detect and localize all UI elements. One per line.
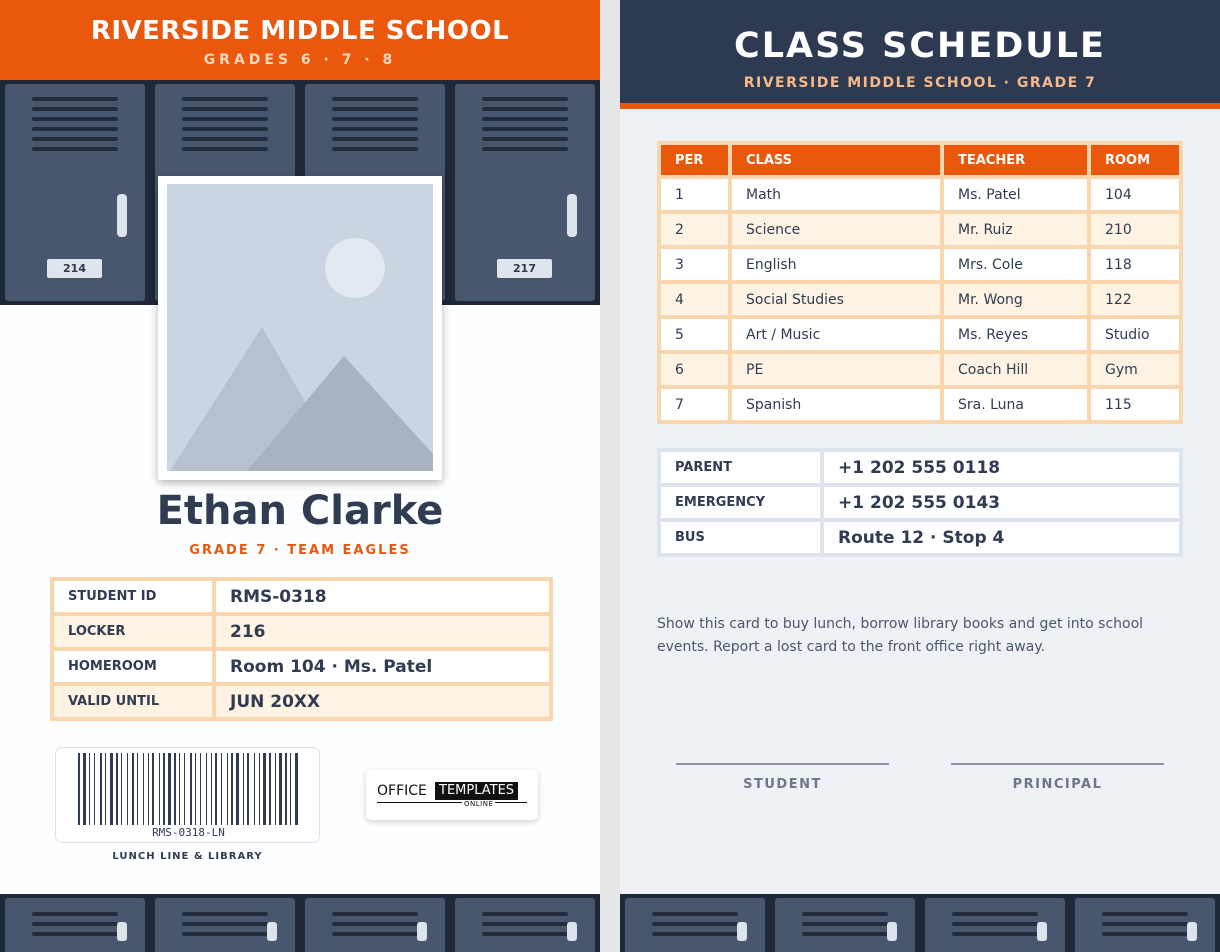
table-row	[659, 247, 1181, 282]
barcode	[55, 747, 320, 843]
class-cell: Social Studies	[730, 282, 942, 317]
period-cell: 5	[659, 317, 730, 352]
class-schedule-table	[657, 141, 1183, 424]
table-row	[52, 614, 551, 649]
table-header-row	[659, 143, 1181, 177]
teacher-cell: Mr. Wong	[942, 282, 1089, 317]
table-row	[659, 317, 1181, 352]
info-value: JUN 20XX	[214, 684, 551, 719]
class-cell: English	[730, 247, 942, 282]
front-header	[0, 0, 600, 80]
back-header	[620, 0, 1220, 109]
period-cell: 1	[659, 177, 730, 212]
contact-value: Route 12 · Stop 4	[822, 520, 1181, 555]
column-header: ROOM	[1089, 143, 1181, 177]
info-label: STUDENT ID	[52, 579, 214, 614]
bottom-locker-band	[0, 894, 600, 952]
locker	[455, 84, 595, 301]
contact-label: EMERGENCY	[659, 485, 822, 520]
room-cell: 115	[1089, 387, 1181, 422]
column-header: CLASS	[730, 143, 942, 177]
info-label: LOCKER	[52, 614, 214, 649]
contact-value: +1 202 555 0143	[822, 485, 1181, 520]
room-cell: 210	[1089, 212, 1181, 247]
logo-word: TEMPLATES	[435, 782, 518, 800]
info-value: RMS-0318	[214, 579, 551, 614]
student-signature-label: STUDENT	[743, 777, 822, 792]
locker-handle	[567, 194, 577, 237]
teacher-cell: Mr. Ruiz	[942, 212, 1089, 247]
grades-line: GRADES 6 · 7 · 8	[203, 52, 397, 68]
grade-team: GRADE 7 · TEAM EAGLES	[189, 543, 411, 558]
locker-handle	[117, 194, 127, 237]
table-row	[659, 177, 1181, 212]
school-name: RIVERSIDE MIDDLE SCHOOL	[90, 16, 510, 46]
student-photo	[158, 176, 442, 480]
table-row	[52, 684, 551, 719]
room-cell: Studio	[1089, 317, 1181, 352]
contact-label: PARENT	[659, 450, 822, 485]
teacher-cell: Ms. Reyes	[942, 317, 1089, 352]
contact-value: +1 202 555 0118	[822, 450, 1181, 485]
teacher-cell: Ms. Patel	[942, 177, 1089, 212]
room-cell: 122	[1089, 282, 1181, 317]
column-header: PER	[659, 143, 730, 177]
period-cell: 4	[659, 282, 730, 317]
barcode-icon	[78, 753, 299, 825]
table-row	[52, 649, 551, 684]
logo-word: OFFICE	[377, 783, 427, 799]
room-cell: 104	[1089, 177, 1181, 212]
class-cell: PE	[730, 352, 942, 387]
schedule-subtitle: RIVERSIDE MIDDLE SCHOOL · GRADE 7	[743, 75, 1097, 91]
room-cell: Gym	[1089, 352, 1181, 387]
table-row	[659, 450, 1181, 485]
barcode-number: RMS-0318-LN	[152, 826, 225, 839]
student-signature-line	[676, 763, 889, 765]
teacher-cell: Mrs. Cole	[942, 247, 1089, 282]
class-cell: Math	[730, 177, 942, 212]
table-row	[659, 485, 1181, 520]
table-row	[659, 282, 1181, 317]
principal-signature-label: PRINCIPAL	[1012, 777, 1103, 792]
class-cell: Science	[730, 212, 942, 247]
column-header: TEACHER	[942, 143, 1089, 177]
card-usage-note: Show this card to buy lunch, borrow library books and get into school events. Report a lost card to the front office right away.	[657, 616, 1144, 655]
schedule-title: CLASS SCHEDULE	[734, 26, 1106, 66]
class-cell: Art / Music	[730, 317, 942, 352]
table-row	[659, 520, 1181, 555]
class-cell: Spanish	[730, 387, 942, 422]
id-card-back	[620, 0, 1220, 952]
period-cell: 6	[659, 352, 730, 387]
info-label: VALID UNTIL	[52, 684, 214, 719]
period-cell: 2	[659, 212, 730, 247]
table-row	[659, 352, 1181, 387]
info-value: 216	[214, 614, 551, 649]
teacher-cell: Sra. Luna	[942, 387, 1089, 422]
room-cell: 118	[1089, 247, 1181, 282]
table-row	[659, 387, 1181, 422]
student-info-table	[50, 577, 553, 721]
period-cell: 7	[659, 387, 730, 422]
student-name: Ethan Clarke	[156, 488, 444, 534]
info-value: Room 104 · Ms. Patel	[214, 649, 551, 684]
contact-label: BUS	[659, 520, 822, 555]
id-card-front	[0, 0, 600, 952]
teacher-cell: Coach Hill	[942, 352, 1089, 387]
barcode-caption: LUNCH LINE & LIBRARY	[112, 851, 263, 862]
period-cell: 3	[659, 247, 730, 282]
brand-logo	[366, 770, 538, 820]
table-row	[52, 579, 551, 614]
table-row	[659, 212, 1181, 247]
locker	[5, 84, 145, 301]
contact-info-table	[657, 448, 1183, 557]
locker-number-tag: 217	[497, 259, 552, 278]
bottom-locker-band	[620, 894, 1220, 952]
logo-word: ONLINE	[464, 800, 494, 808]
principal-signature-line	[951, 763, 1164, 765]
locker-number-tag: 214	[47, 259, 102, 278]
image-placeholder-icon	[167, 184, 433, 471]
info-label: HOMEROOM	[52, 649, 214, 684]
